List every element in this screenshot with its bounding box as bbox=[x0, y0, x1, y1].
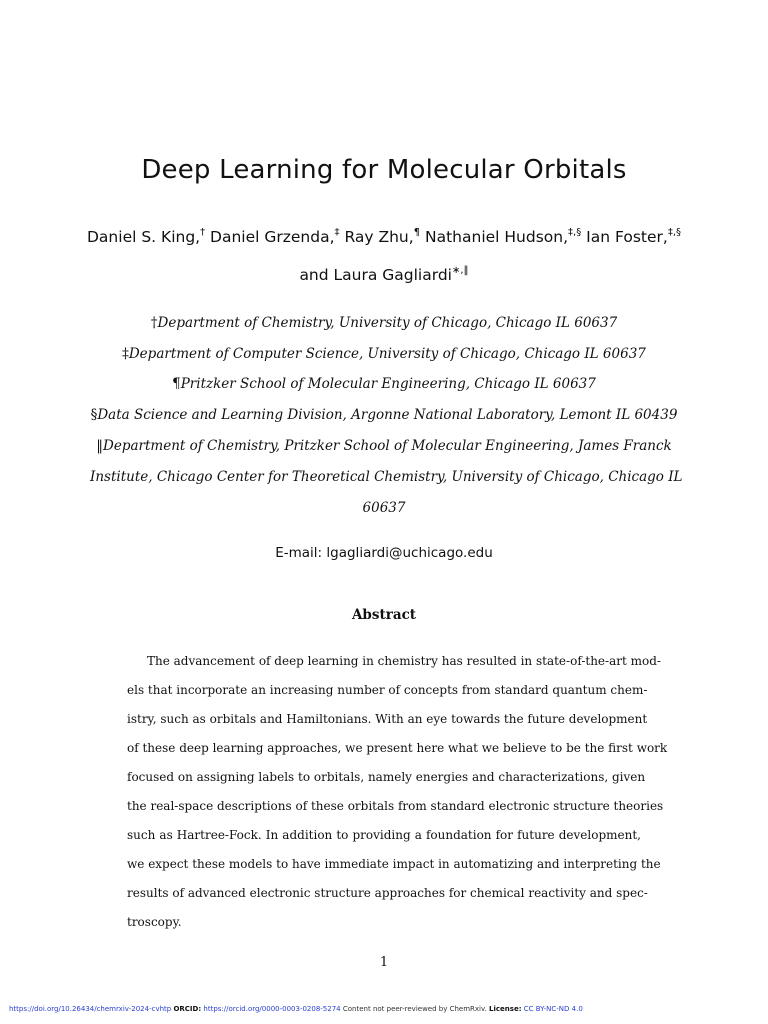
abstract-text-line: results of advanced electronic structure approaches for chemical reactivity and spec- bbox=[127, 886, 648, 900]
abstract-text-line: istry, such as orbitals and Hamiltonians. With an eye towards the future development bbox=[127, 712, 648, 726]
affiliation bbox=[90, 315, 678, 331]
contact-email[interactable]: E-mail: lgagliardi@uchicago.edu bbox=[275, 545, 493, 561]
orcid-label: ORCID: bbox=[173, 1005, 202, 1013]
author-name: Ray Zhu, bbox=[344, 228, 414, 246]
author-affiliation-mark: ‡,§ bbox=[667, 227, 681, 238]
author-affiliation-mark: ∗,‖ bbox=[452, 265, 469, 276]
author-name: and Laura Gagliardi bbox=[299, 266, 452, 284]
abstract-heading: Abstract bbox=[351, 607, 417, 623]
abstract-text-line: of these deep learning approaches, we present here what we believe to be the first work bbox=[127, 741, 668, 755]
doi-link[interactable]: https://doi.org/10.26434/chemrxiv-2024-cvhtp bbox=[9, 1005, 172, 1013]
author-name: Ian Foster, bbox=[586, 228, 668, 246]
abstract-text-line: such as Hartree-Fock. In addition to providing a foundation for future development, bbox=[127, 828, 641, 842]
orcid-link[interactable]: https://orcid.org/0000-0003-0208-5274 bbox=[203, 1005, 341, 1013]
abstract-text-line: els that incorporate an increasing number of concepts from standard quantum chem- bbox=[127, 683, 648, 697]
abstract-text-line: troscopy. bbox=[127, 915, 182, 929]
affiliation-text: Institute, Chicago Center for Theoretical Chemistry, University of Chicago, Chicago IL bbox=[90, 469, 683, 485]
affiliation-mark: ¶ bbox=[172, 376, 181, 392]
author-affiliation-mark: † bbox=[200, 227, 206, 238]
affiliation-text: Department of Chemistry, University of Chicago, Chicago IL 60637 bbox=[157, 315, 618, 331]
page-number: 1 bbox=[379, 955, 389, 970]
review-notice: Content not peer-reviewed by ChemRxiv. bbox=[342, 1005, 487, 1013]
author-name: Daniel Grzenda, bbox=[210, 228, 335, 246]
license-link[interactable]: CC BY-NC-ND 4.0 bbox=[523, 1005, 583, 1013]
affiliation-mark: ‖ bbox=[96, 438, 104, 454]
affiliation bbox=[90, 346, 678, 362]
affiliation-text: 60637 bbox=[362, 500, 406, 516]
author-affiliation-mark: ¶ bbox=[413, 227, 421, 238]
preprint-footer bbox=[9, 1005, 583, 1013]
paper-title: Deep Learning for Molecular Orbitals bbox=[141, 155, 627, 185]
author-affiliation-mark: ‡ bbox=[334, 227, 340, 238]
author-list-continued bbox=[0, 266, 768, 284]
affiliation-mark: † bbox=[150, 315, 158, 331]
author-name: Nathaniel Hudson, bbox=[425, 228, 569, 246]
license-label: License: bbox=[489, 1005, 522, 1013]
affiliation-text: Department of Computer Science, University of Chicago, Chicago IL 60637 bbox=[128, 346, 646, 362]
affiliation bbox=[90, 407, 678, 423]
affiliation-mark: § bbox=[90, 407, 98, 423]
affiliation bbox=[90, 438, 678, 454]
affiliation-continued bbox=[90, 500, 678, 516]
abstract-text-line: focused on assigning labels to orbitals, namely energies and characterizations, given bbox=[127, 770, 646, 784]
affiliation-text: Pritzker School of Molecular Engineering, Chicago IL 60637 bbox=[180, 376, 596, 392]
affiliation-continued bbox=[90, 469, 683, 485]
author-name: Daniel S. King, bbox=[87, 228, 201, 246]
abstract-text-line: the real-space descriptions of these orbitals from standard electronic structure theories bbox=[127, 799, 664, 813]
author-affiliation-mark: ‡,§ bbox=[568, 227, 582, 238]
abstract-text-line: The advancement of deep learning in chemistry has resulted in state-of-the-art mod- bbox=[147, 654, 661, 668]
author-list bbox=[0, 228, 768, 246]
abstract-text-line: we expect these models to have immediate impact in automatizing and interpreting the bbox=[127, 857, 661, 871]
affiliation-mark: ‡ bbox=[122, 346, 129, 362]
affiliation-text: Department of Chemistry, Pritzker School of Molecular Engineering, James Franck bbox=[103, 438, 672, 454]
affiliation-text: Data Science and Learning Division, Argonne National Laboratory, Lemont IL 60439 bbox=[97, 407, 678, 423]
affiliation bbox=[90, 376, 678, 392]
